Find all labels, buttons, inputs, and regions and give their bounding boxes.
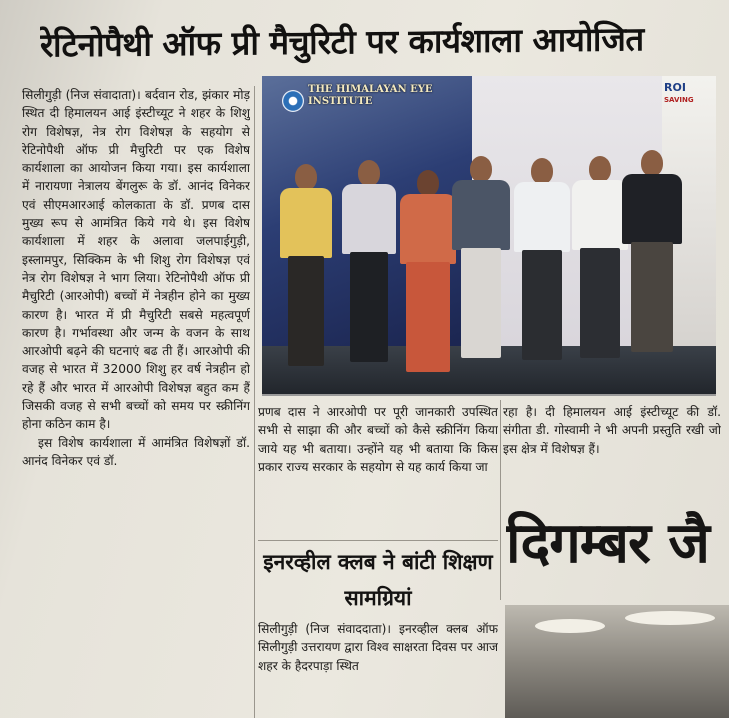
standee-subtext: SAVING	[664, 96, 694, 104]
event-photo	[262, 76, 716, 396]
photo-person	[622, 150, 682, 366]
eye-logo-icon	[282, 90, 304, 112]
ceiling-lamp	[535, 619, 605, 633]
photo-person	[514, 158, 570, 366]
article-headline: रेटिनोपैथी ऑफ प्री मैचुरिटी पर कार्यशाला आयोजित	[40, 19, 644, 65]
article-column-2: प्रणब दास ने आरओपी पर पूरी जानकारी उपस्थित सभी से साझा की और बच्चों को कैसे स्क्रीनिंग किया जाये यह भी बताया। उन्होंने यह भी बताया कि किस प्रकार राज्य सरकार के सहयोग से यह कार्य किया जा	[258, 405, 498, 474]
article-column-1	[22, 86, 250, 718]
photo-person	[572, 156, 628, 366]
article-paragraph: इस विशेष कार्यशाला में आमंत्रित विशेषज्ञों डॉ. आनंद विनेकर एवं डॉ.	[22, 435, 250, 468]
photo-person	[342, 160, 396, 366]
column-divider	[254, 86, 255, 718]
standee-text: ROI	[664, 81, 686, 94]
article2-body	[258, 620, 498, 718]
column-divider	[500, 400, 501, 600]
article2-headline: इनरव्हील क्लब ने बांटी शिक्षण सामग्रियां	[263, 550, 493, 610]
photo-person	[280, 164, 332, 366]
ceiling-lamp	[625, 611, 715, 625]
article-column-3: रहा है। दी हिमालयन आई इंस्टीच्यूट की डॉ. संगीता डी. गोस्वामी ने भी अपनी प्रस्तुति रखी जो इस क्षेत्र में विशेषज्ञ हैं।	[503, 405, 721, 456]
banner-logo-text: THE HIMALAYAN EYE INSTITUTE	[308, 84, 433, 107]
article-paragraph: सिलीगुड़ी (निज संवादाता)। बर्दवान रोड, झंकार मोड़ स्थित दी हिमालयन आई इंस्टीच्यूट ने शहर के शिशु रोग विशेषज्ञ, नेत्र रोग विशेषज्ञ के सहयोग से रेटिनोपैथी ऑफ प्री मैचुरिटी पर एक विशेष कार्यशाला का आयोजन किया गया। इस कार्यशाला में नारायणा नेत्रालय बेंगलुरू के डॉ. आनंद विनेकर एवं सीएमआरआई कोलकाता के डॉ. प्रणब दास मुख्य रूप से आमंत्रित किये गये थे। इस विशेष कार्यशाला में शहर के अलावा जलपाईगुड़ी, इस्लामपुर, सिक्किम के भी शिशु रोग विशेषज्ञ एवं नेत्र रोग विशेषज्ञ ने भाग लिया। रेटिनोपैथी ऑफ प्री मैचुरिटी (आरओपी) बच्चों में नेत्रहीन होने का मुख्य कारण है। भारत में प्री मैचुरिटी सबसे महत्वपूर्ण कारण है। गर्भावस्था और जन्म के वजन के साथ आरओपी बढ़ने की घटनाएं बढ ती हैं। आरओपी की वजह से भारत में 32000 शिशु हर वर्ष नेत्रहीन हो रहे हैं और भारत में आरओपी विशेषज्ञ बहुत कम हैं जिसकी वजह से सभी बच्चों को समय पर स्क्रीनिंग होना कठिन काम है।	[22, 88, 250, 432]
article3-photo	[505, 605, 729, 718]
photo-person	[452, 156, 510, 366]
article2-paragraph: सिलीगुड़ी (निज संवाददाता)। इनरव्हील क्लब ऑफ सिलीगुड़ी उत्तरायण द्वारा विश्व साक्षरता दिवस पर आज शहर के हैदरपाड़ा स्थित	[258, 622, 498, 673]
photo-person	[400, 170, 456, 366]
article3-headline: दिगम्बर जै	[506, 511, 709, 576]
section-divider	[258, 540, 498, 541]
